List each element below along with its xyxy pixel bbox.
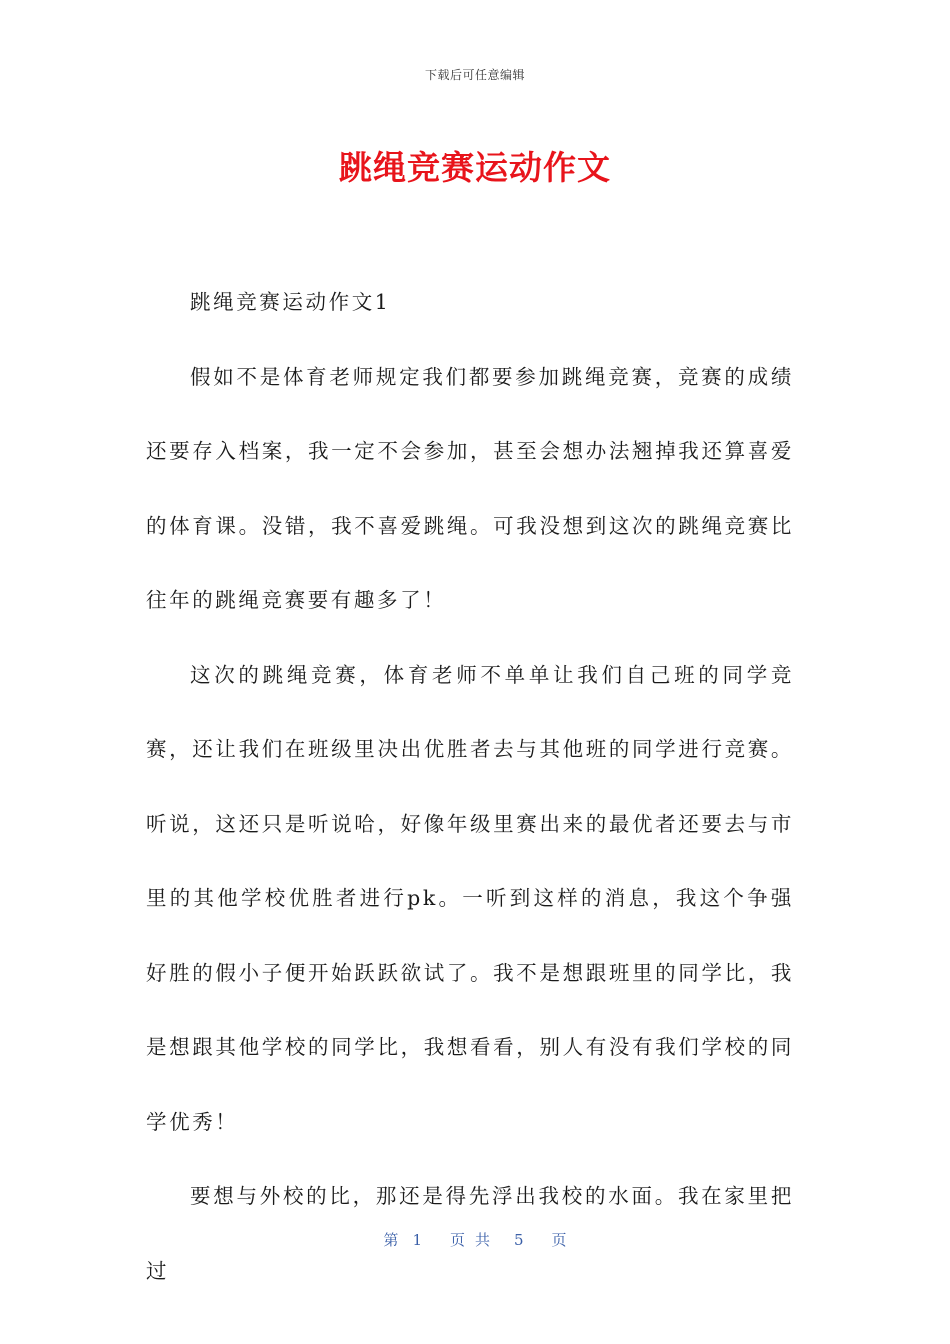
page-footer (0, 1229, 950, 1250)
page-current: 1 (412, 1231, 422, 1249)
page-mid: 页共 (449, 1231, 500, 1249)
body-paragraph: 这次的跳绳竞赛，体育老师不单单让我们自己班的同学竞赛，还让我们在班级里决出优胜者去与其他班的同学进行竞赛。听说，这还只是听说哈，好像年级里赛出来的最优者还要去与市里的其他学校优胜者进行pk。一听到这样的消息，我这个争强好胜的假小子便开始跃跃欲试了。我不是想跟班里的同学比，我是想跟其他学校的同学比，我想看看，别人有没有我们学校的同学优秀！ (146, 662, 794, 1134)
page-total: 5 (514, 1231, 524, 1249)
document-title: 跳绳竞赛运动作文 (339, 148, 611, 187)
body-paragraph: 要想与外校的比，那还是得先浮出我校的水面。我在家里把过 (146, 1184, 794, 1283)
body-paragraph: 假如不是体育老师规定我们都要参加跳绳竞赛，竞赛的成绩还要存入档案，我一定不会参加，甚至会想办法翘掉我还算喜爱的体育课。没错，我不喜爱跳绳。可我没想到这次的跳绳竞赛比往年的跳绳竞赛要有趣多了！ (146, 364, 794, 612)
page-suffix: 页 (551, 1231, 567, 1249)
header-note: 下载后可任意编辑 (424, 68, 525, 82)
document-body (146, 265, 794, 1308)
section-heading: 跳绳竞赛运动作文1 (190, 290, 391, 314)
page-prefix: 第 (383, 1231, 399, 1249)
